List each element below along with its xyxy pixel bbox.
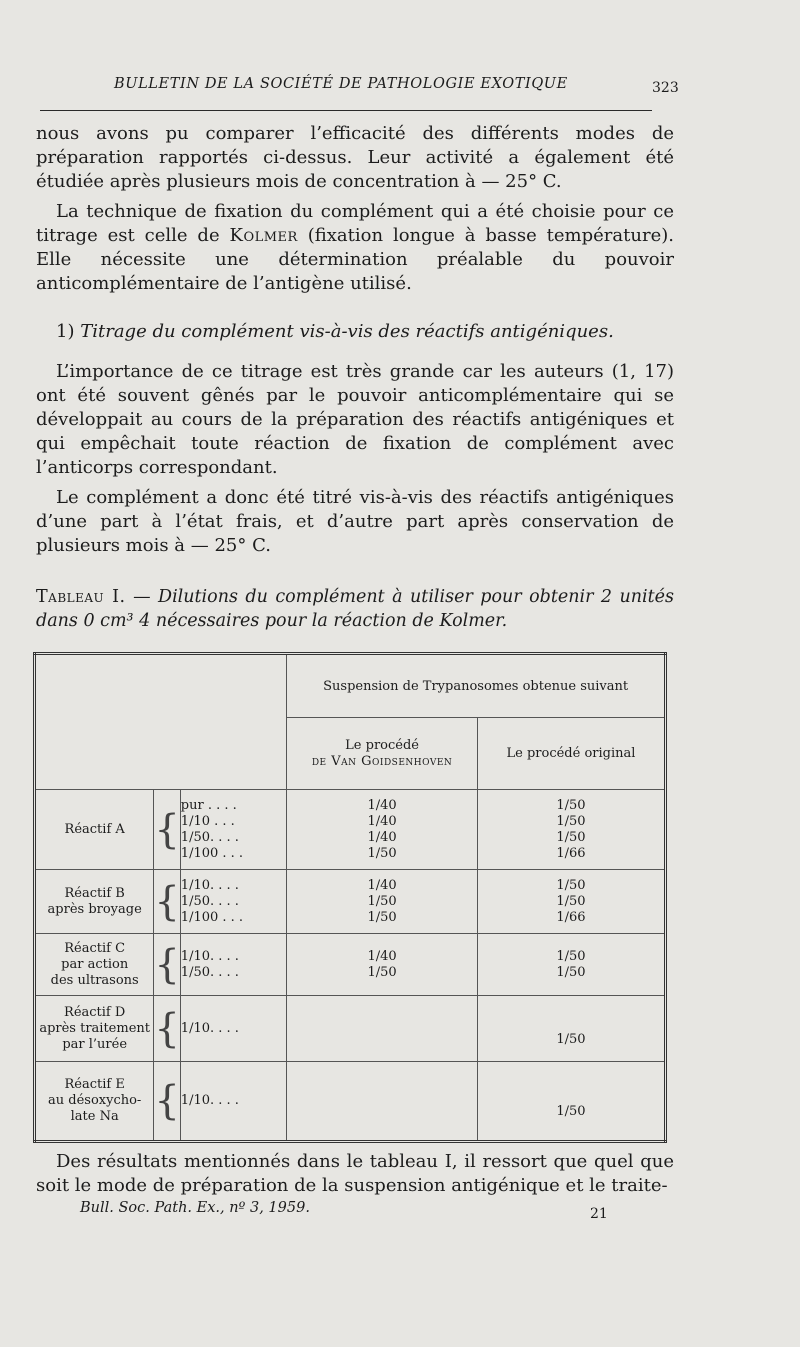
paragraph-3 xyxy=(36,360,674,480)
row-label-line: par l’urée xyxy=(62,1036,128,1052)
journal-title: BULLETIN DE LA SOCIÉTÉ DE PATHOLOGIE EXOTIQUE xyxy=(114,76,568,92)
table-corner xyxy=(35,654,287,790)
row-col2-values xyxy=(477,1062,665,1142)
brace-icon: { xyxy=(154,790,180,870)
row-dilutions xyxy=(180,934,286,996)
row-label xyxy=(35,996,154,1062)
dilution: 1/50. . . . xyxy=(180,829,239,845)
row-dilutions xyxy=(180,870,286,934)
paragraph-after-table xyxy=(36,1150,674,1198)
signature-number: 21 xyxy=(590,1206,608,1222)
row-label xyxy=(35,870,154,934)
row-dilutions xyxy=(180,790,286,870)
dilution: pur . . . . xyxy=(180,797,237,813)
dilution: 1/10. . . . xyxy=(180,948,239,964)
paragraph-4-text: Le complément a donc été titré vis-à-vis des réactifs antigéniques d’une part à l’état frais, et d’autre part après conservation de plusieurs mois à — 25° C. xyxy=(36,487,674,556)
paragraph-2-b: (fixation longue à basse température). Elle nécessite une détermination préalable du pouvoir anticomplémentaire de l’antigène utilisé. xyxy=(36,225,674,294)
table-header-col1 xyxy=(287,718,478,790)
table-row xyxy=(35,996,666,1062)
table-row xyxy=(35,870,666,934)
dilution: 1/10 . . . xyxy=(180,813,235,829)
dilution: 1/10. . . . xyxy=(180,877,239,893)
row-label-line: Réactif E xyxy=(64,1077,125,1092)
row-col1-values xyxy=(287,1062,478,1142)
table-header-col2: Le procédé original xyxy=(477,718,665,790)
table-header-main: Suspension de Trypanosomes obtenue suivant xyxy=(287,654,666,718)
brace-icon: { xyxy=(154,934,180,996)
row-label-line: après traitement xyxy=(39,1020,150,1036)
value: 1/50 xyxy=(556,877,586,893)
brace-icon: { xyxy=(154,870,180,934)
value: 1/50 xyxy=(556,948,586,964)
row-label xyxy=(35,1062,154,1142)
value: 1/40 xyxy=(367,948,397,964)
row-col1-values xyxy=(287,996,478,1062)
caption-text: — Dilutions du complément à utiliser pour obtenir 2 unités dans 0 cm³ 4 nécessaires pour la réaction de Kolmer. xyxy=(36,587,675,631)
value: 1/50 xyxy=(367,909,397,925)
footer-reference: Bull. Soc. Path. Ex., nº 3, 1959. xyxy=(80,1200,310,1216)
table-row xyxy=(35,1062,666,1142)
row-label-line: par action xyxy=(61,956,129,972)
paragraph-2-a: La technique de fixation du complément qui a été choisie pour ce titrage est celle de xyxy=(36,201,674,246)
value: 1/40 xyxy=(367,813,397,829)
paragraph-1 xyxy=(36,122,674,194)
row-col2-values xyxy=(477,996,665,1062)
row-dilutions xyxy=(180,1062,286,1142)
section-heading xyxy=(36,320,674,344)
value: 1/50 xyxy=(556,1031,586,1047)
value: 1/50 xyxy=(556,1104,586,1119)
paragraph-2 xyxy=(36,200,674,296)
page-number: 323 xyxy=(652,80,679,96)
row-label-line: Réactif A xyxy=(64,821,125,837)
row-col1-values xyxy=(287,870,478,934)
author-kolmer: Kolmer xyxy=(229,225,298,246)
row-col2-values xyxy=(477,934,665,996)
row-col2-values xyxy=(477,870,665,934)
paragraph-4 xyxy=(36,486,674,558)
brace-icon: { xyxy=(154,1062,180,1142)
row-label-line: Réactif C xyxy=(64,940,126,956)
dilution: 1/100 . . . xyxy=(180,845,244,861)
value: 1/50 xyxy=(367,893,397,909)
value: 1/50 xyxy=(556,813,586,829)
paragraph-1-text: nous avons pu comparer l’efficacité des différents modes de préparation rapportés ci-dessus. Leur activité a également été étudiée après plusieurs mois de concentration à — 25° C. xyxy=(36,123,674,192)
table-caption xyxy=(36,585,674,633)
value: 1/40 xyxy=(367,877,397,893)
value: 1/40 xyxy=(367,797,397,813)
row-label xyxy=(35,934,154,996)
paragraph-after-table-text: Des résultats mentionnés dans le tableau I, il ressort que quel que soit le mode de préparation de la suspension antigénique et le traite- xyxy=(36,1151,674,1196)
row-label-line: Réactif B xyxy=(64,885,125,901)
dilution: 1/100 . . . xyxy=(180,909,244,925)
table-row xyxy=(35,934,666,996)
col1-line1: Le procédé xyxy=(345,737,419,753)
brace-icon: { xyxy=(154,996,180,1062)
value: 1/50 xyxy=(367,845,397,861)
paragraph-3-text: L’importance de ce titrage est très grande car les auteurs (1, 17) ont été souvent gênés par le pouvoir anticomplémentaire qui se développait au cours de la préparation des réactifs antigéniques et qui empêchait toute réaction de fixation de complément avec l’anticorps correspondant. xyxy=(36,361,674,478)
row-dilutions xyxy=(180,996,286,1062)
running-header xyxy=(40,76,679,111)
value: 1/66 xyxy=(556,909,586,925)
row-label-line: au désoxycho- xyxy=(48,1093,142,1108)
section-title: Titrage du complément vis-à-vis des réactifs antigéniques. xyxy=(80,321,614,342)
row-col1-values xyxy=(287,934,478,996)
dilution: 1/50. . . . xyxy=(180,964,239,980)
dilution: 1/10. . . . xyxy=(180,1020,239,1036)
col1-line2: de Van Goidsenhoven xyxy=(311,753,453,769)
row-label xyxy=(35,790,154,870)
caption-label: Tableau I. xyxy=(36,587,126,607)
value: 1/40 xyxy=(367,829,397,845)
value: 1/50 xyxy=(556,829,586,845)
dilution: 1/50. . . . xyxy=(180,893,239,909)
section-number: 1) xyxy=(56,321,75,342)
table-row xyxy=(35,790,666,870)
dilution-table xyxy=(33,652,667,1143)
row-label-line: des ultrasons xyxy=(50,972,139,988)
value: 1/50 xyxy=(556,964,586,980)
row-label-line: après broyage xyxy=(47,901,142,917)
value: 1/50 xyxy=(556,797,586,813)
value: 1/50 xyxy=(367,964,397,980)
row-col2-values xyxy=(477,790,665,870)
value: 1/66 xyxy=(556,845,586,861)
row-col1-values xyxy=(287,790,478,870)
row-label-line: Réactif D xyxy=(64,1004,126,1020)
row-label-line: late Na xyxy=(70,1109,119,1124)
dilution: 1/10. . . . xyxy=(180,1093,239,1108)
value: 1/50 xyxy=(556,893,586,909)
